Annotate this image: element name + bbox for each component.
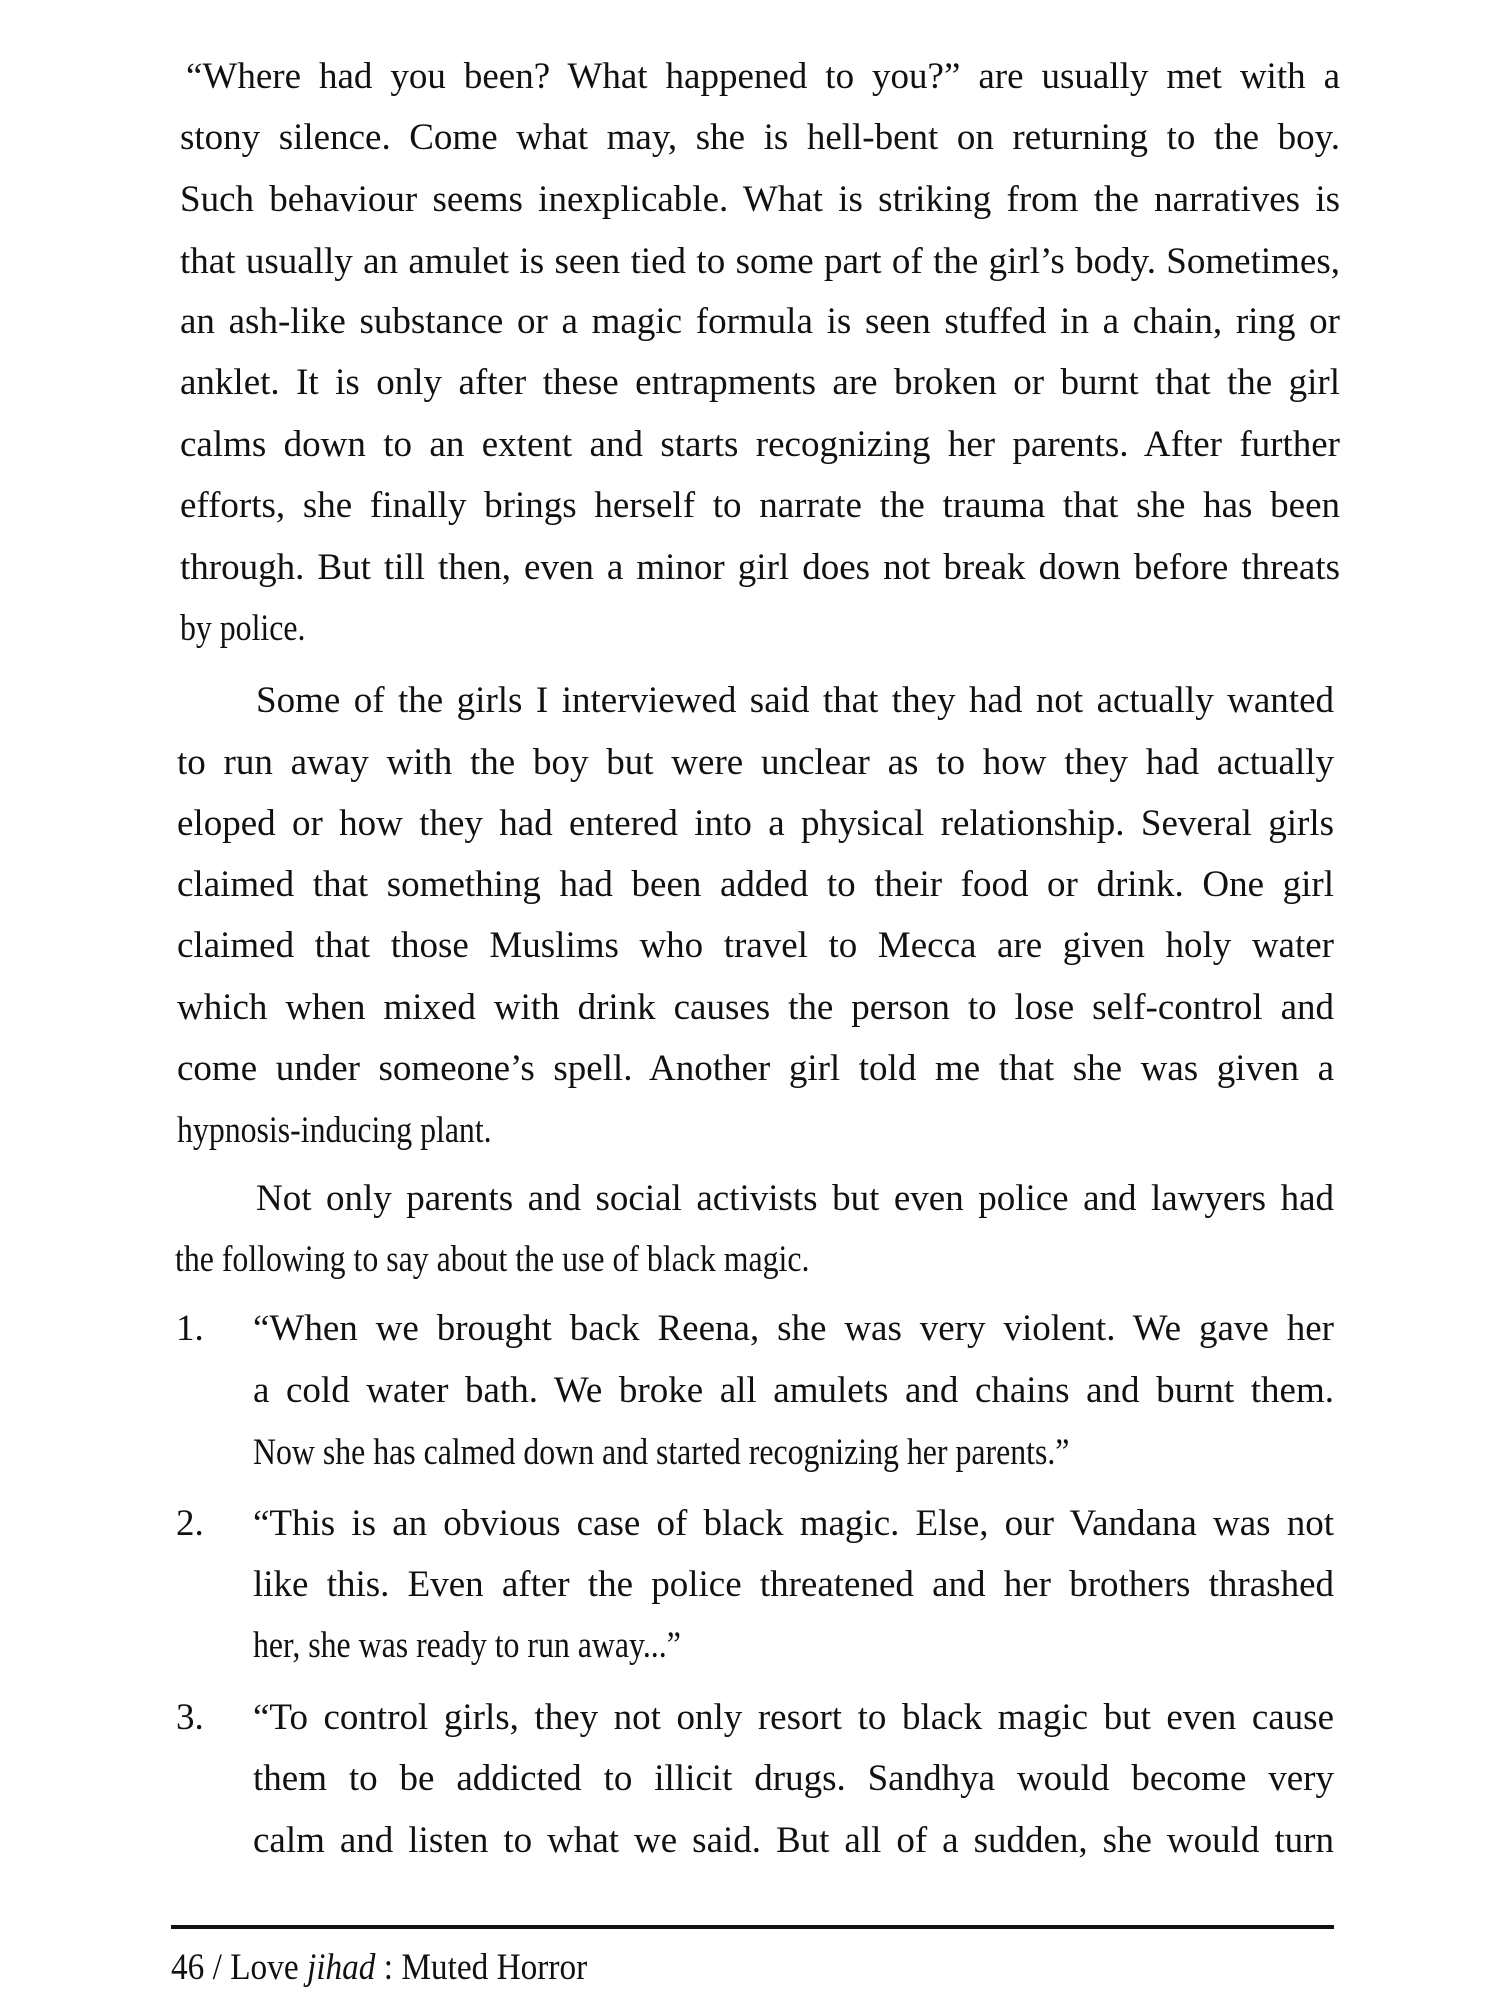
text-line: Not only parents and social activists but even police and lawyers had bbox=[256, 1178, 1334, 1219]
text-line: “When we brought back Reena, she was very violent. We gave her bbox=[253, 1308, 1334, 1349]
text-line: a cold water bath. We broke all amulets and chains and burnt them. bbox=[253, 1370, 1334, 1411]
text-line: claimed that something had been added to their food or drink. One girl bbox=[177, 864, 1334, 905]
text-line: “To control girls, they not only resort to black magic but even cause bbox=[253, 1697, 1334, 1738]
text-line: efforts, she finally brings herself to narrate the trauma that she has been bbox=[180, 485, 1340, 526]
text-line: “Where had you been? What happened to you?” are usually met with a bbox=[186, 56, 1340, 97]
list-number: 2. bbox=[176, 1503, 204, 1544]
list-number: 1. bbox=[176, 1308, 204, 1349]
text-line: by police. bbox=[180, 608, 306, 649]
text-line: Now she has calmed down and started recognizing her parents.” bbox=[253, 1432, 1070, 1473]
text-line: hypnosis-inducing plant. bbox=[177, 1110, 492, 1151]
text-line: an ash-like substance or a magic formula is seen stuffed in a chain, ring or bbox=[180, 301, 1340, 342]
text-line: claimed that those Muslims who travel to Mecca are given holy water bbox=[177, 925, 1334, 966]
running-footer bbox=[171, 1940, 587, 1996]
text-line: like this. Even after the police threatened and her brothers thrashed bbox=[253, 1564, 1334, 1605]
text-line: to run away with the boy but were unclear as to how they had actually bbox=[177, 742, 1334, 783]
text-line: anklet. It is only after these entrapments are broken or burnt that the girl bbox=[180, 362, 1340, 403]
text-line: the following to say about the use of black magic. bbox=[175, 1239, 810, 1280]
text-line: “This is an obvious case of black magic. Else, our Vandana was not bbox=[253, 1503, 1334, 1544]
text-line: her, she was ready to run away...” bbox=[253, 1625, 681, 1666]
text-line: calms down to an extent and starts recognizing her parents. After further bbox=[180, 424, 1340, 465]
text-line: eloped or how they had entered into a physical relationship. Several girls bbox=[177, 803, 1334, 844]
text-line: them to be addicted to illicit drugs. Sandhya would become very bbox=[253, 1758, 1334, 1799]
text-line: that usually an amulet is seen tied to some part of the girl’s body. Sometimes, bbox=[180, 241, 1340, 282]
text-line: which when mixed with drink causes the person to lose self-control and bbox=[177, 987, 1334, 1028]
book-title-italic: jihad bbox=[306, 1947, 376, 1988]
text-line: come under someone’s spell. Another girl told me that she was given a bbox=[177, 1048, 1334, 1089]
footer-rule bbox=[171, 1925, 1334, 1929]
text-line: Some of the girls I interviewed said that they had not actually wanted bbox=[256, 680, 1334, 721]
text-line: through. But till then, even a minor girl does not break down before threats bbox=[180, 547, 1340, 588]
page-number: 46 bbox=[171, 1947, 205, 1988]
footer-separator: / Love bbox=[204, 1947, 307, 1988]
text-line: Such behaviour seems inexplicable. What is striking from the narratives is bbox=[180, 179, 1340, 220]
text-line: stony silence. Come what may, she is hell-bent on returning to the boy. bbox=[180, 117, 1340, 158]
book-title-rest: : Muted Horror bbox=[375, 1947, 588, 1988]
list-number: 3. bbox=[176, 1697, 204, 1738]
text-line: calm and listen to what we said. But all of a sudden, she would turn bbox=[253, 1820, 1334, 1861]
